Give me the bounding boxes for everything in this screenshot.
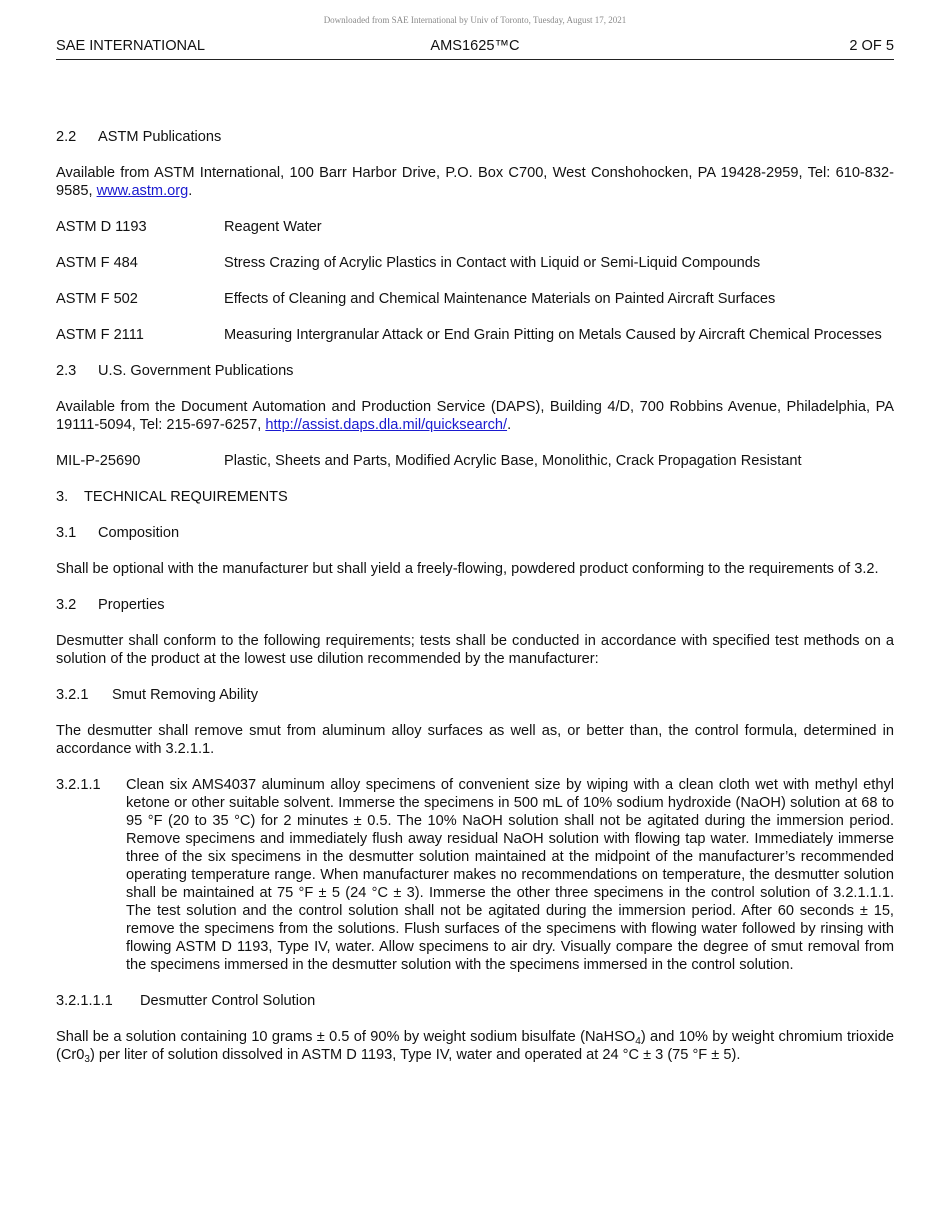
- section-number: 3.: [56, 489, 69, 505]
- smut-removing-paragraph: The desmutter shall remove smut from aluminum alloy surfaces as well as, or better than, the control formula, determined in accordance with 3.2.1.1.: [56, 723, 894, 757]
- section-heading-2-2: [56, 128, 894, 146]
- page-header: [56, 38, 894, 60]
- reference-code: ASTM D 1193: [56, 219, 147, 235]
- section-title: Desmutter Control Solution: [140, 993, 316, 1009]
- document-body: [56, 128, 894, 1082]
- reference-entry: [56, 290, 894, 308]
- section-heading-3-1: [56, 524, 894, 542]
- section-number: 3.2: [56, 597, 77, 613]
- section-title: Composition: [98, 525, 180, 541]
- reference-title: Plastic, Sheets and Parts, Modified Acrylic Base, Monolithic, Crack Propagation Resistant: [224, 453, 802, 469]
- section-heading-3: [56, 488, 894, 506]
- astm-website-link[interactable]: www.astm.org: [96, 183, 189, 199]
- paragraph-number: 3.2.1.1: [56, 777, 101, 793]
- availability-paragraph-astm: Available from ASTM International, 100 Barr Harbor Drive, P.O. Box C700, West Conshohocken, PA 19428-2959, Tel: 610-832-9585, www.astm.org.: [56, 165, 894, 199]
- reference-title: Stress Crazing of Acrylic Plastics in Contact with Liquid or Semi-Liquid Compounds: [224, 255, 761, 271]
- numbered-paragraph-3-2-1-1: [56, 776, 894, 974]
- reference-code: MIL-P-25690: [56, 453, 141, 469]
- section-title: Smut Removing Ability: [112, 687, 258, 703]
- reference-entry: [56, 326, 894, 344]
- reference-code: ASTM F 502: [56, 291, 138, 307]
- reference-code: ASTM F 2111: [56, 327, 144, 343]
- header-document-id: AMS1625™C: [430, 38, 520, 54]
- header-organization: SAE INTERNATIONAL: [56, 38, 205, 54]
- test-procedure-text: Clean six AMS4037 aluminum alloy specimens of convenient size by wiping with a clean cloth wet with methyl ethyl ketone or other suitable solvent. Immerse the specimens in 500 mL of 10% sodium hydroxide (NaOH) solution at 68 to 95 °F (20 to 35 °C) for 2 minutes ± 0.5. The 10% NaOH solution shall not be agitated during the immersion period. Remove specimens and immediately flush away residual NaOH solution with flowing tap water. Immediately immerse three of the six specimens in the desmutter solution maintained at the midpoint of the manufacturer’s recommended operating temperature range. When manufacturer makes no recommendations on temperature, the desmutter solution shall be maintained at 75 °F ± 5 (24 °C ± 3). Immerse the other three specimens in the control solution of 3.2.1.1.1. The test solution and the control solution shall not be agitated during the immersion period. After 60 seconds ± 15, remove the specimens from the solutions. Flush surfaces of the specimens with flowing water followed by rinsing with flowing ASTM D 1193, Type IV, water. Allow specimens to air dry. Visually compare the degree of smut removal from the specimens immersed in the desmutter solution with the specimens immersed in the control solution.: [126, 777, 894, 973]
- section-heading-2-3: [56, 362, 894, 380]
- reference-entry: [56, 254, 894, 272]
- section-number: 3.1: [56, 525, 77, 541]
- reference-code: ASTM F 484: [56, 255, 138, 271]
- reference-title: Effects of Cleaning and Chemical Maintenance Materials on Painted Aircraft Surfaces: [224, 291, 776, 307]
- section-title: ASTM Publications: [98, 129, 222, 145]
- section-title: Properties: [98, 597, 165, 613]
- control-solution-paragraph: Shall be a solution containing 10 grams ± 0.5 of 90% by weight sodium bisulfate (NaHSO$_4$) and 10% by weight chromium trioxide $(Cr0_3)$ per liter of solution dissolved in ASTM D 1193, Type IV, water and operated at 24 °C ± 3 (75 °F ± 5).: [56, 1029, 894, 1065]
- reference-title: Reagent Water: [224, 219, 322, 235]
- section-heading-3-2: [56, 596, 894, 614]
- section-title: TECHNICAL REQUIREMENTS: [84, 489, 288, 505]
- reference-title: Measuring Intergranular Attack or End Grain Pitting on Metals Caused by Aircraft Chemical Processes: [224, 327, 882, 343]
- section-number: 3.2.1: [56, 687, 89, 703]
- section-number: 2.2: [56, 129, 77, 145]
- header-page-number: 2 OF 5: [849, 38, 894, 54]
- reference-entry: [56, 452, 894, 470]
- section-title: U.S. Government Publications: [98, 363, 294, 379]
- section-number: 2.3: [56, 363, 77, 379]
- daps-website-link[interactable]: http://assist.daps.dla.mil/quicksearch/: [265, 417, 508, 433]
- reference-entry: [56, 218, 894, 236]
- availability-paragraph-daps: Available from the Document Automation and Production Service (DAPS), Building 4/D, 700 Robbins Avenue, Philadelphia, PA 19111-5094, Tel: 215-697-6257, http://assist.daps.dla.mil/quicksearch/.: [56, 399, 894, 433]
- composition-paragraph: Shall be optional with the manufacturer but shall yield a freely-flowing, powdered product conforming to the requirements of 3.2.: [56, 561, 879, 577]
- section-heading-3-2-1-1-1: [56, 992, 894, 1010]
- section-heading-3-2-1: [56, 686, 894, 704]
- properties-paragraph: Desmutter shall conform to the following requirements; tests shall be conducted in accordance with specified test methods on a solution of the product at the lowest use dilution recommended by the manufacturer:: [56, 633, 894, 667]
- download-note: Downloaded from SAE International by Univ of Toronto, Tuesday, August 17, 2021: [323, 15, 627, 25]
- section-number: 3.2.1.1.1: [56, 993, 113, 1009]
